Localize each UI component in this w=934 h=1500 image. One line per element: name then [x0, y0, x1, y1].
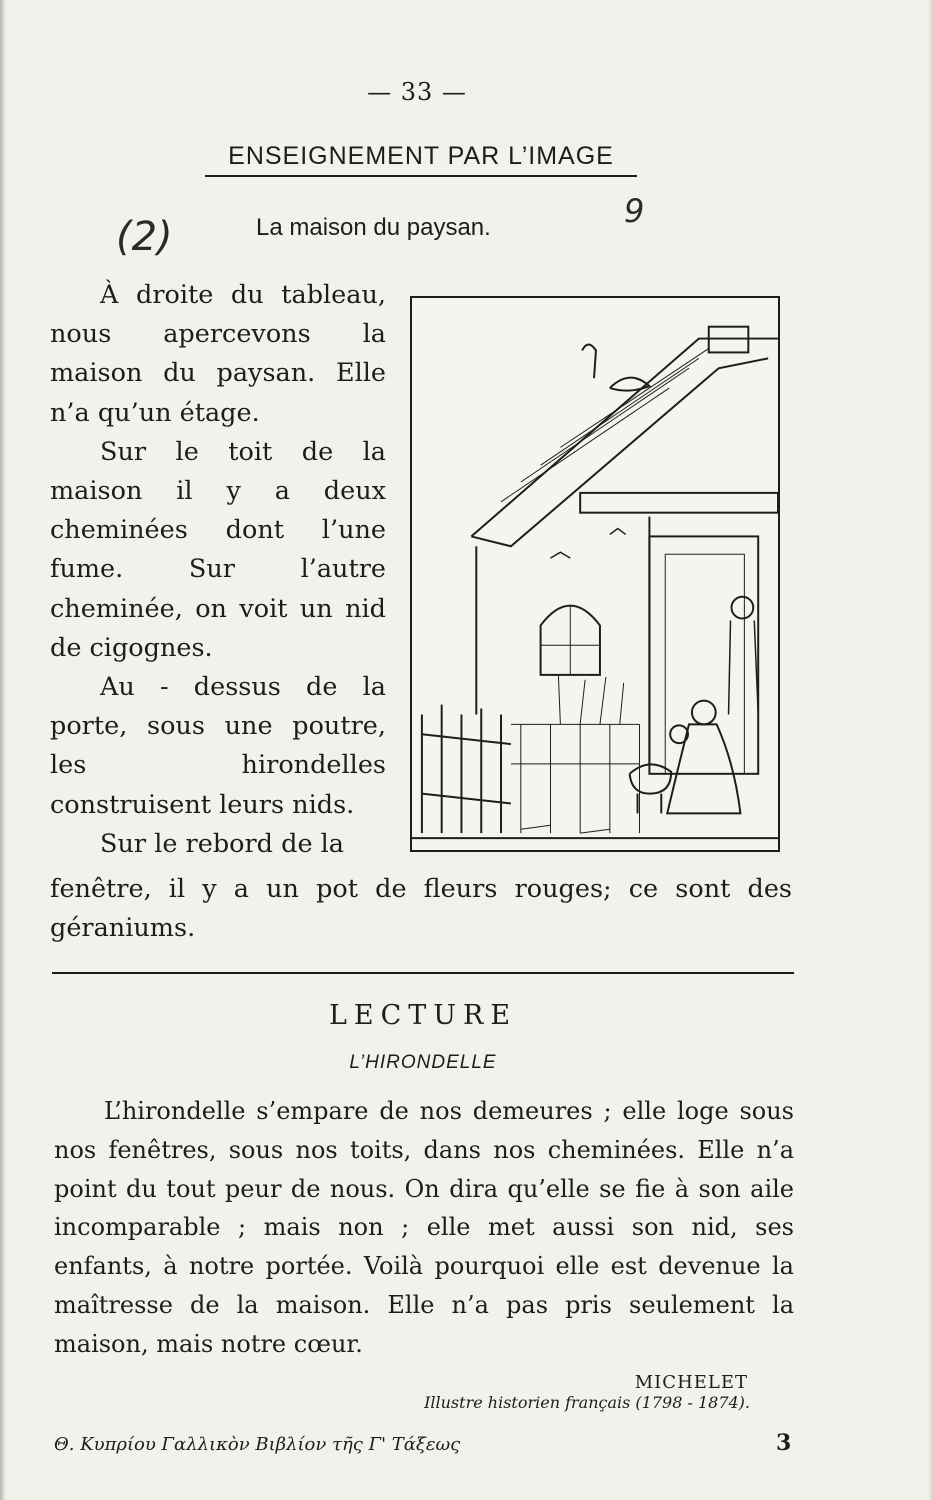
handwritten-note-left: (2) [116, 214, 173, 260]
reading-paragraph: L’hirondelle s’empare de nos demeures ; elle loge sous nos fenêtres, sous nos toits, dans nos cheminées. Elle n’a point du tout peur de nous. On dira qu’elle se fie à son aile incomparable ; mais non ; elle met aussi son nid, ses enfants, à notre portée. Voilà pourquoi elle est devenue la maîtresse de la maison. Elle n’a pas pris seulement la maison, mais notre cœur. [54, 1097, 794, 1358]
roof-beam [580, 493, 778, 513]
page-edge-right [928, 0, 934, 1500]
reading-text [54, 1092, 794, 1364]
footer-signature-number: 3 [776, 1430, 792, 1456]
handwritten-note-right: 9 [624, 192, 645, 230]
stork-nest [610, 378, 650, 391]
page-edge-left [0, 0, 6, 1500]
divider-rule [52, 972, 794, 974]
house-illustration [410, 296, 780, 852]
lesson-paragraph-4-end: fenêtre, il y a un pot de fleurs rouges; ce sont des géraniums. [50, 874, 792, 944]
lamb [630, 764, 672, 793]
fence [422, 705, 501, 834]
chimney [709, 327, 749, 353]
lesson-title: La maison du paysan. [256, 214, 491, 241]
lesson-text-column [50, 276, 386, 864]
lesson-paragraph-2: Sur le toit de la maison il y a deux cheminées dont l’une fume. Sur l’autre cheminée, on voit un nid de cigognes. [50, 436, 386, 663]
roof-edge [471, 339, 778, 537]
author-name: MICHELET [634, 1372, 748, 1393]
reading-heading: LECTURE [328, 1000, 518, 1031]
lesson-paragraph-4-start: Sur le rebord de la [100, 828, 344, 859]
author-description: Illustre historien français (1798 - 1874). [424, 1393, 750, 1412]
house-drawing [412, 298, 778, 850]
section-title: ENSEIGNEMENT PAR L’IMAGE [205, 142, 637, 177]
lesson-paragraph-1: À droite du tableau, nous apercevons la maison du paysan. Elle n’a qu’un étage. [50, 280, 386, 428]
page-number: — 33 — [367, 78, 467, 106]
reading-subheading: L’HIRONDELLE [349, 1052, 497, 1073]
footer-text: Θ. Κυπρίου Γαλλικὸν Βιβλίον τῆς Γ' Τάξεως [54, 1434, 461, 1455]
lesson-paragraph-3: Au - dessus de la porte, sous une poutre, les hirondelles construisent leurs nids. [50, 672, 386, 820]
